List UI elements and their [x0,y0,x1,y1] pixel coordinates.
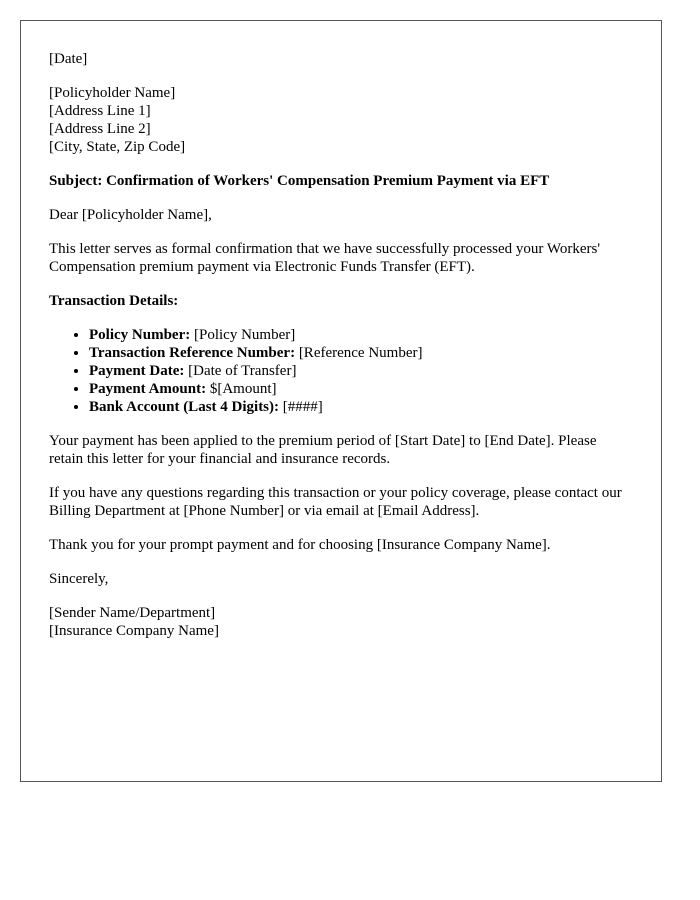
recipient-address-line-1: [Address Line 1] [49,103,151,119]
detail-bank-account [89,398,633,416]
detail-label: Policy Number: [89,327,191,343]
detail-value: [Reference Number] [295,345,423,361]
letter-closing: Sincerely, [49,571,109,587]
detail-transaction-reference [89,344,633,362]
letter-subject: Subject: Confirmation of Workers' Compensation Premium Payment via EFT [49,173,550,189]
detail-label: Bank Account (Last 4 Digits): [89,399,280,415]
transaction-details-list [49,326,633,416]
detail-value: [Date of Transfer] [184,363,297,379]
detail-label: Transaction Reference Number: [89,345,296,361]
signature-block [49,604,633,640]
signature-sender: [Sender Name/Department] [49,605,216,621]
recipient-name: [Policyholder Name] [49,85,176,101]
premium-period-paragraph: Your payment has been applied to the premium period of [Start Date] to [End Date]. Please retain this letter for your financial and insurance records. [49,433,597,467]
detail-value: [####] [279,399,323,415]
detail-payment-amount [89,380,633,398]
detail-label: Payment Date: [89,363,185,379]
transaction-details-heading: Transaction Details: [49,293,179,309]
recipient-address-line-2: [Address Line 2] [49,121,151,137]
intro-paragraph: This letter serves as formal confirmation that we have successfully processed your Workers' Compensation premium payment via Electronic Funds Transfer (EFT). [49,241,601,275]
recipient-city-state-zip: [City, State, Zip Code] [49,139,186,155]
detail-payment-date [89,362,633,380]
thanks-paragraph: Thank you for your prompt payment and for choosing [Insurance Company Name]. [49,537,551,553]
recipient-address [49,84,633,156]
detail-policy-number [89,326,633,344]
detail-value: [Policy Number] [190,327,296,343]
detail-label: Payment Amount: [89,381,207,397]
letter-salutation: Dear [Policyholder Name], [49,207,212,223]
letter-page [20,20,662,782]
questions-paragraph: If you have any questions regarding this transaction or your policy coverage, please contact our Billing Department at [Phone Number] or via email at [Email Address]. [49,485,622,519]
signature-company: [Insurance Company Name] [49,623,219,639]
letter-date: [Date] [49,51,88,67]
detail-value: $[Amount] [206,381,277,397]
